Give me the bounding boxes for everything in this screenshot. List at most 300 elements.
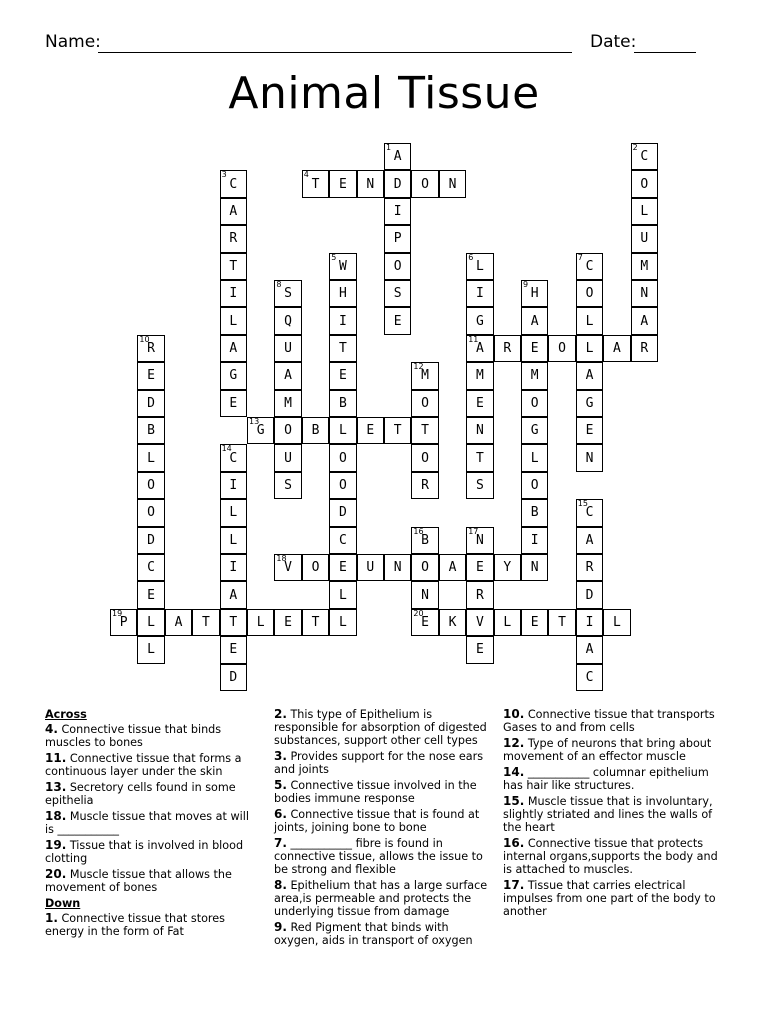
clue-down-6 bbox=[274, 808, 489, 834]
clue-text: Muscle tissue that is involuntary, slightly striated and lines the walls of the heart bbox=[503, 795, 713, 834]
grid-cell[interactable] bbox=[220, 335, 247, 362]
grid-cell[interactable] bbox=[329, 335, 356, 362]
cell-letter: L bbox=[585, 340, 594, 356]
clue-down-8 bbox=[274, 879, 489, 918]
cell-letter: R bbox=[147, 340, 155, 356]
clue-number: 11 bbox=[468, 334, 479, 344]
grid-cell[interactable] bbox=[137, 335, 164, 362]
clue-number-label: 2. bbox=[274, 707, 287, 721]
grid-cell[interactable] bbox=[329, 581, 356, 608]
cell-letter: C bbox=[640, 149, 649, 165]
cell-letter: L bbox=[585, 313, 594, 329]
grid-cell[interactable] bbox=[576, 390, 603, 417]
cell-letter: I bbox=[530, 532, 539, 548]
cell-letter: L bbox=[147, 450, 155, 466]
cell-letter: I bbox=[475, 286, 484, 302]
cell-letter: L bbox=[503, 614, 512, 630]
grid-cell[interactable] bbox=[384, 225, 411, 252]
clue-number-label: 16. bbox=[503, 836, 525, 850]
clue-number: 14 bbox=[221, 444, 232, 454]
clue-down-16 bbox=[503, 837, 723, 876]
grid-cell[interactable] bbox=[576, 444, 603, 471]
grid-cell[interactable] bbox=[274, 444, 301, 471]
cell-letter: L bbox=[338, 587, 347, 603]
grid-cell[interactable] bbox=[439, 170, 466, 197]
grid-cell[interactable] bbox=[247, 417, 274, 444]
grid-cell[interactable] bbox=[576, 527, 603, 554]
grid-cell[interactable] bbox=[521, 307, 548, 334]
clue-text: Epithelium that has a large surface area,is permeable and protects the underlying tissue from damage bbox=[274, 879, 488, 918]
cell-letter: H bbox=[338, 286, 347, 302]
grid-cell[interactable] bbox=[220, 554, 247, 581]
grid-cell[interactable] bbox=[220, 170, 247, 197]
clue-across-19 bbox=[45, 839, 255, 865]
cell-letter: W bbox=[338, 258, 347, 274]
clue-number: 2 bbox=[632, 143, 638, 152]
grid-cell[interactable] bbox=[411, 170, 438, 197]
clue-number: 5 bbox=[331, 252, 337, 262]
cell-letter: C bbox=[147, 560, 155, 576]
grid-cell[interactable] bbox=[466, 636, 493, 663]
cell-letter: E bbox=[585, 423, 594, 439]
clue-text: Secretory cells found in some epithelia bbox=[45, 781, 236, 807]
across-heading: Across bbox=[45, 708, 87, 721]
grid-cell[interactable] bbox=[576, 636, 603, 663]
grid-cell[interactable] bbox=[411, 581, 438, 608]
grid-cell[interactable] bbox=[576, 362, 603, 389]
grid-cell[interactable] bbox=[521, 417, 548, 444]
clue-number-label: 20. bbox=[45, 867, 67, 881]
grid-cell[interactable] bbox=[576, 253, 603, 280]
grid-cell[interactable] bbox=[466, 417, 493, 444]
grid-cell[interactable] bbox=[220, 499, 247, 526]
cell-letter: U bbox=[284, 450, 292, 466]
grid-cell[interactable] bbox=[220, 581, 247, 608]
grid-cell[interactable] bbox=[466, 444, 493, 471]
grid-cell[interactable] bbox=[137, 472, 164, 499]
grid-cell[interactable] bbox=[411, 444, 438, 471]
grid-cell[interactable] bbox=[329, 253, 356, 280]
cell-letter: L bbox=[229, 313, 238, 329]
grid-cell[interactable] bbox=[329, 170, 356, 197]
cell-letter: O bbox=[284, 423, 292, 439]
cell-letter: N bbox=[421, 587, 429, 603]
cell-letter: I bbox=[229, 560, 238, 576]
clue-number: 3 bbox=[221, 170, 227, 180]
cell-letter: M bbox=[475, 368, 484, 384]
grid-cell[interactable] bbox=[220, 225, 247, 252]
grid-cell[interactable] bbox=[329, 362, 356, 389]
cell-letter: D bbox=[585, 587, 594, 603]
cell-letter: E bbox=[147, 368, 155, 384]
grid-cell[interactable] bbox=[274, 390, 301, 417]
clue-number-label: 15. bbox=[503, 794, 525, 808]
grid-cell[interactable] bbox=[329, 307, 356, 334]
cell-letter: L bbox=[530, 450, 539, 466]
cell-letter: C bbox=[229, 450, 238, 466]
clue-text: Type of neurons that bring about movement of an effector muscle bbox=[503, 737, 712, 763]
grid-cell[interactable] bbox=[165, 609, 192, 636]
down-heading: Down bbox=[45, 897, 81, 910]
name-label: Name: bbox=[45, 32, 101, 52]
cell-letter: E bbox=[393, 313, 402, 329]
grid-cell[interactable] bbox=[357, 170, 384, 197]
grid-cell[interactable] bbox=[329, 554, 356, 581]
grid-cell[interactable] bbox=[576, 554, 603, 581]
clue-text: Connective tissue involved in the bodies immune response bbox=[274, 779, 477, 805]
cell-letter: I bbox=[229, 286, 238, 302]
grid-cell[interactable] bbox=[631, 280, 658, 307]
cell-letter: E bbox=[229, 395, 238, 411]
cell-letter: E bbox=[229, 642, 238, 658]
grid-cell[interactable] bbox=[220, 664, 247, 691]
grid-cell[interactable] bbox=[137, 362, 164, 389]
grid-cell[interactable] bbox=[521, 335, 548, 362]
grid-cell[interactable] bbox=[521, 280, 548, 307]
grid-cell[interactable] bbox=[411, 554, 438, 581]
grid-cell[interactable] bbox=[220, 390, 247, 417]
cell-letter: E bbox=[530, 614, 539, 630]
clue-text: Muscle tissue that allows the movement of bones bbox=[45, 868, 232, 894]
grid-cell[interactable] bbox=[576, 499, 603, 526]
cell-letter: A bbox=[393, 149, 402, 165]
cell-letter: A bbox=[448, 560, 457, 576]
clue-number-label: 3. bbox=[274, 749, 287, 763]
grid-cell[interactable] bbox=[137, 417, 164, 444]
grid-cell[interactable] bbox=[494, 554, 521, 581]
grid-cell[interactable] bbox=[384, 143, 411, 170]
clue-number: 1 bbox=[386, 143, 392, 152]
grid-cell[interactable] bbox=[466, 362, 493, 389]
grid-cell[interactable] bbox=[631, 335, 658, 362]
clue-number-label: 1. bbox=[45, 911, 58, 925]
cell-letter: R bbox=[585, 560, 594, 576]
clue-number-label: 5. bbox=[274, 778, 287, 792]
grid-cell[interactable] bbox=[384, 554, 411, 581]
cell-letter: E bbox=[366, 423, 375, 439]
clue-down-5 bbox=[274, 779, 489, 805]
cell-letter: L bbox=[256, 614, 265, 630]
cell-letter: S bbox=[284, 477, 292, 493]
clue-text: This type of Epithelium is responsible for absorption of digested substances, support other cell types bbox=[274, 708, 487, 747]
clue-number: 6 bbox=[468, 252, 474, 262]
clue-number-label: 11. bbox=[45, 751, 67, 765]
grid-cell[interactable] bbox=[466, 609, 493, 636]
clue-text: Provides support for the nose ears and joints bbox=[274, 750, 484, 776]
cell-letter: O bbox=[421, 560, 429, 576]
grid-cell[interactable] bbox=[384, 280, 411, 307]
cell-letter: Q bbox=[284, 313, 292, 329]
clue-text: ___________ fibre is found in connective tissue, allows the issue to be strong and flexible bbox=[274, 837, 483, 876]
grid-cell[interactable] bbox=[137, 581, 164, 608]
grid-cell[interactable] bbox=[466, 581, 493, 608]
grid-cell[interactable] bbox=[494, 609, 521, 636]
clue-number-label: 12. bbox=[503, 736, 525, 750]
grid-cell[interactable] bbox=[631, 253, 658, 280]
grid-cell[interactable] bbox=[521, 609, 548, 636]
cell-letter: C bbox=[338, 532, 347, 548]
grid-cell[interactable] bbox=[220, 253, 247, 280]
grid-cell[interactable] bbox=[411, 362, 438, 389]
cell-letter: B bbox=[421, 532, 429, 548]
grid-cell[interactable] bbox=[220, 198, 247, 225]
cell-letter: G bbox=[585, 395, 594, 411]
grid-cell[interactable] bbox=[521, 499, 548, 526]
clue-down-7 bbox=[274, 837, 489, 876]
cell-letter: A bbox=[174, 614, 183, 630]
clue-number: 20 bbox=[413, 608, 424, 618]
grid-cell[interactable] bbox=[631, 307, 658, 334]
cell-letter: E bbox=[338, 176, 347, 192]
cell-letter: N bbox=[585, 450, 594, 466]
cell-letter: T bbox=[393, 423, 402, 439]
clue-number: 7 bbox=[577, 252, 583, 262]
grid-cell[interactable] bbox=[411, 472, 438, 499]
grid-cell[interactable] bbox=[274, 335, 301, 362]
clue-down-17 bbox=[503, 879, 723, 918]
grid-cell[interactable] bbox=[466, 253, 493, 280]
grid-cell[interactable] bbox=[137, 636, 164, 663]
grid-cell[interactable] bbox=[137, 527, 164, 554]
grid-cell[interactable] bbox=[494, 335, 521, 362]
clue-text: Red Pigment that binds with oxygen, aids in transport of oxygen bbox=[274, 921, 473, 947]
cell-letter: C bbox=[585, 505, 594, 521]
cell-letter: D bbox=[338, 505, 347, 521]
grid-cell[interactable] bbox=[329, 609, 356, 636]
grid-cell[interactable] bbox=[357, 554, 384, 581]
grid-cell[interactable] bbox=[411, 417, 438, 444]
grid-cell[interactable] bbox=[137, 390, 164, 417]
grid-cell[interactable] bbox=[576, 280, 603, 307]
clue-across-11 bbox=[45, 752, 255, 778]
cell-letter: U bbox=[366, 560, 375, 576]
grid-cell[interactable] bbox=[521, 390, 548, 417]
cell-letter: E bbox=[530, 340, 539, 356]
cell-letter: L bbox=[475, 258, 484, 274]
grid-cell[interactable] bbox=[274, 554, 301, 581]
cell-letter: D bbox=[147, 532, 155, 548]
clue-number: 4 bbox=[303, 170, 309, 180]
cell-letter: T bbox=[475, 450, 484, 466]
clue-number-label: 9. bbox=[274, 920, 287, 934]
grid-cell[interactable] bbox=[631, 225, 658, 252]
grid-cell[interactable] bbox=[274, 307, 301, 334]
grid-cell[interactable] bbox=[576, 417, 603, 444]
grid-cell[interactable] bbox=[274, 280, 301, 307]
cell-letter: A bbox=[585, 642, 594, 658]
grid-cell[interactable] bbox=[466, 335, 493, 362]
grid-cell[interactable] bbox=[302, 554, 329, 581]
grid-cell[interactable] bbox=[274, 609, 301, 636]
clue-number: 19 bbox=[112, 608, 123, 618]
grid-cell[interactable] bbox=[302, 609, 329, 636]
grid-cell[interactable] bbox=[521, 527, 548, 554]
cell-letter: N bbox=[475, 532, 484, 548]
cell-letter: S bbox=[475, 477, 484, 493]
clue-down-12 bbox=[503, 737, 723, 763]
cell-letter: C bbox=[585, 669, 594, 685]
grid-cell[interactable] bbox=[329, 527, 356, 554]
grid-cell[interactable] bbox=[548, 335, 575, 362]
grid-cell[interactable] bbox=[137, 444, 164, 471]
grid-cell[interactable] bbox=[384, 198, 411, 225]
grid-cell[interactable] bbox=[220, 609, 247, 636]
cell-letter: N bbox=[448, 176, 457, 192]
clue-column-1 bbox=[45, 708, 255, 941]
grid-cell[interactable] bbox=[384, 253, 411, 280]
grid-cell[interactable] bbox=[137, 499, 164, 526]
grid-cell[interactable] bbox=[576, 307, 603, 334]
grid-cell[interactable] bbox=[466, 280, 493, 307]
grid-cell[interactable] bbox=[137, 609, 164, 636]
clue-text: Connective tissue that binds muscles to bones bbox=[45, 723, 222, 749]
cell-letter: L bbox=[229, 505, 238, 521]
clue-down-10 bbox=[503, 708, 723, 734]
clue-text: Connective tissue that stores energy in the form of Fat bbox=[45, 912, 225, 938]
cell-letter: B bbox=[147, 423, 155, 439]
clue-down-2 bbox=[274, 708, 489, 747]
grid-cell[interactable] bbox=[466, 554, 493, 581]
grid-cell[interactable] bbox=[274, 472, 301, 499]
grid-cell[interactable] bbox=[439, 554, 466, 581]
cell-letter: V bbox=[475, 614, 484, 630]
cell-letter: O bbox=[338, 450, 347, 466]
grid-cell[interactable] bbox=[247, 609, 274, 636]
grid-cell[interactable] bbox=[192, 609, 219, 636]
grid-cell[interactable] bbox=[411, 390, 438, 417]
cell-letter: R bbox=[421, 477, 429, 493]
grid-cell[interactable] bbox=[302, 417, 329, 444]
grid-cell[interactable] bbox=[329, 444, 356, 471]
cell-letter: T bbox=[311, 614, 320, 630]
cell-letter: T bbox=[421, 423, 429, 439]
cell-letter: H bbox=[530, 286, 539, 302]
grid-cell[interactable] bbox=[384, 417, 411, 444]
grid-cell[interactable] bbox=[603, 609, 630, 636]
clue-down-3 bbox=[274, 750, 489, 776]
cell-letter: S bbox=[284, 286, 292, 302]
grid-cell[interactable] bbox=[329, 417, 356, 444]
cell-letter: O bbox=[147, 477, 155, 493]
cell-letter: M bbox=[640, 258, 649, 274]
grid-cell[interactable] bbox=[631, 143, 658, 170]
cell-letter: L bbox=[229, 532, 238, 548]
grid-cell[interactable] bbox=[439, 609, 466, 636]
grid-cell[interactable] bbox=[274, 417, 301, 444]
clue-text: Tissue that is involved in blood clotting bbox=[45, 839, 244, 865]
grid-cell[interactable] bbox=[220, 307, 247, 334]
clue-number-label: 6. bbox=[274, 807, 287, 821]
grid-cell[interactable] bbox=[220, 444, 247, 471]
cell-letter: G bbox=[475, 313, 484, 329]
grid-cell[interactable] bbox=[466, 307, 493, 334]
cell-letter: A bbox=[229, 587, 238, 603]
cell-letter: E bbox=[421, 614, 429, 630]
cell-letter: U bbox=[640, 231, 649, 247]
grid-cell[interactable] bbox=[631, 170, 658, 197]
grid-cell[interactable] bbox=[329, 499, 356, 526]
clue-across-20 bbox=[45, 868, 255, 894]
grid-cell[interactable] bbox=[220, 362, 247, 389]
clue-column-3 bbox=[503, 708, 723, 921]
grid-cell[interactable] bbox=[576, 581, 603, 608]
grid-cell[interactable] bbox=[466, 527, 493, 554]
grid-cell[interactable] bbox=[220, 527, 247, 554]
cell-letter: A bbox=[229, 203, 238, 219]
grid-cell[interactable] bbox=[384, 307, 411, 334]
cell-letter: L bbox=[338, 423, 347, 439]
cell-letter: A bbox=[229, 340, 238, 356]
grid-cell[interactable] bbox=[576, 335, 603, 362]
clue-number-label: 19. bbox=[45, 838, 67, 852]
cell-letter: L bbox=[147, 642, 155, 658]
cell-letter: P bbox=[119, 614, 128, 630]
grid-cell[interactable] bbox=[220, 280, 247, 307]
cell-letter: M bbox=[530, 368, 539, 384]
clue-text: Muscle tissue that moves at will is ___________ bbox=[45, 810, 249, 836]
grid-cell[interactable] bbox=[411, 527, 438, 554]
cell-letter: D bbox=[393, 176, 402, 192]
cell-letter: M bbox=[284, 395, 292, 411]
cell-letter: T bbox=[338, 340, 347, 356]
clue-down-1 bbox=[45, 912, 255, 938]
grid-cell[interactable] bbox=[329, 472, 356, 499]
cell-letter: M bbox=[421, 368, 429, 384]
grid-cell[interactable] bbox=[576, 609, 603, 636]
clue-text: Connective tissue that transports Gases to and from cells bbox=[503, 708, 715, 734]
grid-cell[interactable] bbox=[521, 472, 548, 499]
grid-cell[interactable] bbox=[302, 170, 329, 197]
grid-cell[interactable] bbox=[631, 198, 658, 225]
cell-letter: B bbox=[530, 505, 539, 521]
grid-cell[interactable] bbox=[137, 554, 164, 581]
cell-letter: T bbox=[229, 258, 238, 274]
grid-cell[interactable] bbox=[466, 390, 493, 417]
grid-cell[interactable] bbox=[603, 335, 630, 362]
clue-across-13 bbox=[45, 781, 255, 807]
cell-letter: O bbox=[311, 560, 320, 576]
grid-cell[interactable] bbox=[411, 609, 438, 636]
clue-number: 15 bbox=[577, 499, 588, 509]
clue-text: Connective tissue that protects internal organs,supports the body and is attached to muscles. bbox=[503, 837, 718, 876]
grid-cell[interactable] bbox=[521, 362, 548, 389]
grid-cell[interactable] bbox=[329, 390, 356, 417]
grid-cell[interactable] bbox=[384, 170, 411, 197]
grid-cell[interactable] bbox=[220, 472, 247, 499]
clue-text: ___________ columnar epithelium has hair like structures. bbox=[503, 766, 709, 792]
cell-letter: E bbox=[475, 395, 484, 411]
grid-cell[interactable] bbox=[548, 609, 575, 636]
grid-cell[interactable] bbox=[521, 554, 548, 581]
grid-cell[interactable] bbox=[329, 280, 356, 307]
grid-cell[interactable] bbox=[110, 609, 137, 636]
grid-cell[interactable] bbox=[357, 417, 384, 444]
cell-letter: O bbox=[393, 258, 402, 274]
cell-letter: T bbox=[558, 614, 566, 630]
cell-letter: O bbox=[421, 395, 429, 411]
cell-letter: C bbox=[585, 258, 594, 274]
grid-cell[interactable] bbox=[220, 636, 247, 663]
clue-across-4 bbox=[45, 723, 255, 749]
cell-letter: D bbox=[229, 669, 238, 685]
grid-cell[interactable] bbox=[274, 362, 301, 389]
cell-letter: I bbox=[229, 477, 238, 493]
grid-cell[interactable] bbox=[576, 664, 603, 691]
cell-letter: T bbox=[311, 176, 320, 192]
grid-cell[interactable] bbox=[521, 444, 548, 471]
grid-cell[interactable] bbox=[466, 472, 493, 499]
cell-letter: A bbox=[284, 368, 292, 384]
